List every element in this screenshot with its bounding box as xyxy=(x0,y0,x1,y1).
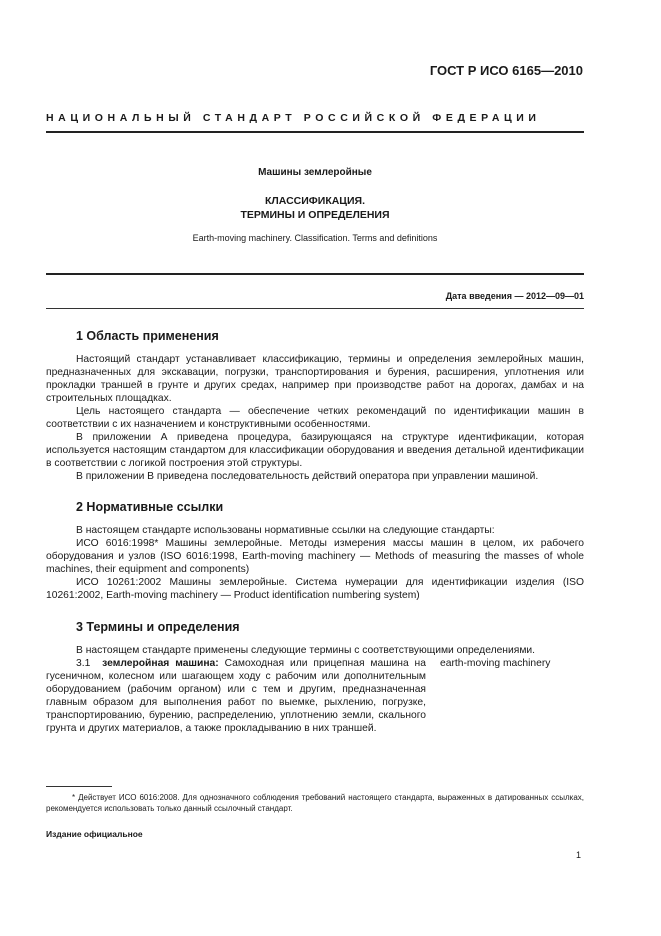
effective-date: Дата введения — 2012—09—01 xyxy=(445,291,584,301)
paragraph: В настоящем стандарте использованы нормативные ссылки на следующие стандарты: xyxy=(76,525,495,536)
edition-label: Издание официальное xyxy=(46,829,143,839)
header-divider xyxy=(46,131,584,133)
term-english-equivalent: earth-moving machinery xyxy=(440,658,551,669)
section-2-heading: 2 Нормативные ссылки xyxy=(76,500,224,514)
reference-iso-6016: ИСО 6016:1998* Машины землеройные. Методы измерения массы машин в целом, их рабочего оборудования и узлов (ISO 6016:1998, Earth-moving machinery — Methods of measuring the masses of whole machines, their equipment and components) xyxy=(46,538,584,575)
page-number: 1 xyxy=(575,850,581,860)
footnote-text: * Действует ИСО 6016:2008. Для однозначного соблюдения требований настоящего стандарта, выраженных в датированных ссылках, рекомендуется использовать только данный ссылочный стандарт. xyxy=(46,793,584,813)
paragraph: В приложении А приведена процедура, базирующаяся на структуре идентификации, которая используется настоящим стандартом для классификации оборудования и введения детальной идентификации в соответствии с логикой построения этой структуры. xyxy=(46,432,584,469)
title-english: Earth-moving machinery. Classification. Terms and definitions xyxy=(192,233,438,243)
term-3-1 xyxy=(46,657,426,735)
title-main xyxy=(46,194,584,222)
paragraph: Настоящий стандарт устанавливает классификацию, термины и определения землеройных машин, предназначенных для экскавации, погрузки, транспортирования и бурения, расширения, уплотнения или прокладки траншей в грунте и других средах, например при производстве работ на дорогах, дамбах и на строительных площадках. xyxy=(46,354,584,404)
paragraph: В настоящем стандарте применены следующие термины с соответствующими определениями. xyxy=(76,645,536,656)
section-1-body xyxy=(46,353,584,483)
section-3-intro xyxy=(46,644,584,657)
date-divider xyxy=(46,308,584,309)
term-name: землеройная машина: xyxy=(102,658,219,669)
footnote-divider xyxy=(46,786,112,787)
footnote xyxy=(46,792,584,814)
title-line-1: КЛАССИФИКАЦИЯ. xyxy=(265,195,365,207)
document-code: ГОСТ Р ИСО 6165—2010 xyxy=(429,63,583,78)
reference-iso-10261: ИСО 10261:2002 Машины землеройные. Система нумерации для идентификации изделия (ISO 10261:2002, Earth-moving machinery — Product identification numbering system) xyxy=(46,577,584,601)
section-1-heading: 1 Область применения xyxy=(76,329,219,343)
national-standard-banner: НАЦИОНАЛЬНЫЙ СТАНДАРТ РОССИЙСКОЙ ФЕДЕРАЦИИ xyxy=(46,112,541,124)
term-definition xyxy=(46,657,426,735)
paragraph: Цель настоящего стандарта — обеспечение четких рекомендаций по идентификации машин в соответствии с их назначением и конструктивными особенностями. xyxy=(46,406,584,430)
title-divider xyxy=(46,273,584,275)
section-3-heading: 3 Термины и определения xyxy=(76,620,240,634)
paragraph: В приложении В приведена последовательность действий оператора при управлении машиной. xyxy=(76,471,539,482)
title-subject: Машины землеройные xyxy=(258,167,372,178)
term-text: Самоходная или прицепная машина на гусеничном, колесном или шагающем ходу с рабочим или дополнительным оборудованием (рабочим органом) или с тем и другим, предназначенная главным образом для выполнения работ по выемке, рыхлению, погрузке, транспортированию, бурению, распределению, уплотнению земли, скального грунта и других материалов, а также прокладыванию в них траншей. xyxy=(46,658,426,734)
term-number: 3.1 xyxy=(76,658,91,669)
section-2-body xyxy=(46,524,584,602)
title-line-2: ТЕРМИНЫ И ОПРЕДЕЛЕНИЯ xyxy=(240,209,390,221)
